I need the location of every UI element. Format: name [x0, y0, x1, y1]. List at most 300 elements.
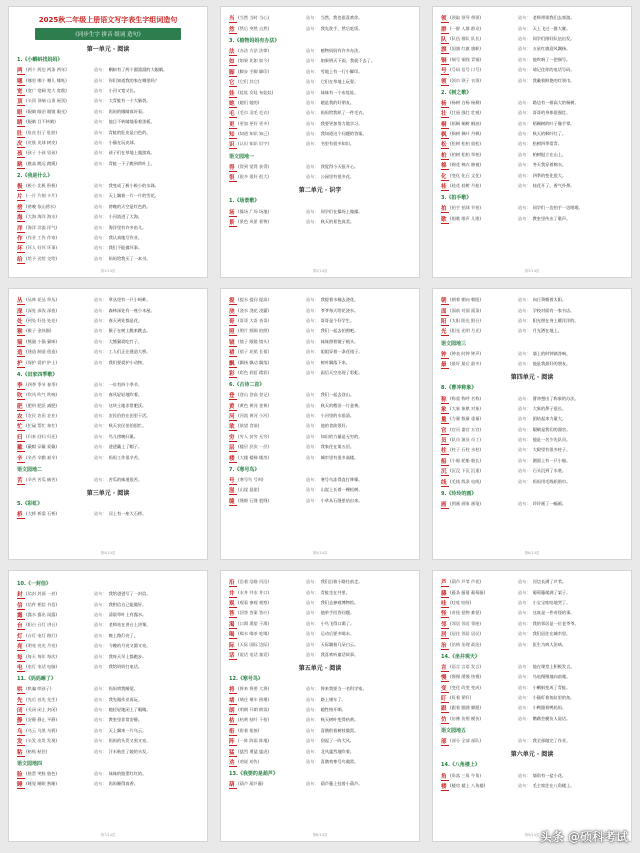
character: 睡: [17, 780, 26, 788]
lesson-heading: 5.《彩虹》: [17, 501, 43, 508]
vocab-row: [17, 357, 199, 367]
character: 每: [17, 653, 26, 661]
character: 河: [229, 412, 238, 420]
word-group: (堵住 堵车 围堵): [238, 696, 270, 702]
character: 先: [17, 696, 26, 704]
sentence-label: 造句：: [94, 297, 107, 303]
character: 井: [229, 589, 238, 597]
subtitle-banner: 《同步生字 拼音 组词 造句》: [35, 28, 181, 40]
vocab-row: [17, 401, 199, 411]
vocab-row: [229, 305, 411, 315]
word-group: (喝水 喝茶 吃喝): [238, 631, 270, 637]
sentence-label: 造句：: [306, 110, 319, 116]
character: 员: [441, 436, 450, 444]
example-sentence: 乌龟慢慢地向前爬。: [532, 674, 571, 680]
word-group: (小船 轮船 船长): [450, 457, 482, 463]
word-group: (枫树 枫叶 丹枫): [450, 131, 482, 137]
character: 桥: [17, 510, 26, 518]
word-group: (图画 画家 画笔): [450, 501, 482, 507]
vocab-row: [17, 726, 199, 736]
sentence-label: 造句：: [306, 610, 319, 616]
word-group: (慢慢 缓慢 快慢): [450, 674, 482, 680]
sentence-label: 造句：: [518, 307, 531, 313]
character: 黄: [229, 402, 238, 410]
sentence-label: 造句：: [518, 25, 531, 31]
vocab-row: [441, 295, 623, 305]
sentence-label: 造句：: [518, 120, 531, 126]
page-footer: 第1/14页: [100, 269, 116, 273]
word-group: (提水 提问 提高): [238, 297, 270, 303]
example-sentence: 这块土地非常肥沃。: [108, 402, 147, 408]
word-group: (杨树 白杨 杨柳): [450, 99, 482, 105]
character: 哥: [229, 317, 238, 325]
watermark: 头条 @硕科考试: [539, 830, 628, 844]
character: 衔: [229, 727, 238, 735]
sentence-label: 造句：: [306, 707, 319, 713]
vocab-row: [229, 295, 411, 305]
document-page: [432, 288, 632, 560]
sentence-label: 造句：: [306, 338, 319, 344]
sentence-label: 造句：: [306, 392, 319, 398]
sentence-label: 造句：: [94, 255, 107, 261]
example-sentence: 他的食欲很好。: [320, 423, 350, 429]
vocab-row: [441, 781, 623, 791]
example-sentence: 妈妈给我买了一本书。: [108, 255, 151, 261]
example-sentence: 我的邻居是一位老爷爷。: [532, 620, 579, 626]
word-group: (头顶 顶端 山顶 屋顶): [26, 98, 67, 104]
example-sentence: 这真是一件奇怪的事。: [532, 610, 575, 616]
example-sentence: 它们在草地上玩耍。: [320, 79, 359, 85]
character: 作: [17, 234, 26, 242]
sentence-label: 造句：: [94, 235, 107, 241]
vocab-row: [229, 650, 411, 660]
word-group: (毛巾 羽毛 毛衣): [238, 110, 270, 116]
vocab-row: [229, 206, 411, 216]
character: 乌: [17, 727, 26, 735]
vocab-row: [17, 509, 199, 519]
vocab-row: [229, 337, 411, 347]
example-sentence: 哥哥是个好学生。: [320, 317, 355, 323]
example-sentence: 月光洒在地上。: [532, 328, 562, 334]
character: 极: [17, 182, 26, 190]
vocab-row: [229, 475, 411, 485]
vocab-row: [229, 746, 411, 756]
example-sentence: 葫芦藤上挂着小葫芦。: [320, 781, 363, 787]
garden-heading: 语文园地二: [17, 466, 43, 473]
word-group: (睡觉 睡眠 熟睡): [26, 781, 58, 787]
vocab-row: [229, 119, 411, 129]
document-page: [432, 6, 632, 278]
example-sentence: 同学们排好队伍出发。: [532, 35, 575, 41]
vocab-row: [441, 639, 623, 649]
word-group: (照片 照顾 拍照): [238, 328, 270, 334]
sentence-label: 造句：: [306, 99, 319, 105]
example-sentence: 妈妈睡得真香。: [108, 781, 138, 787]
example-sentence: 爸爸戴上了帽子。: [108, 444, 143, 450]
word-group: (欲望 食欲): [238, 423, 260, 429]
character: 画: [441, 500, 450, 508]
word-group: (乌云 乌黑 乌鸦): [26, 727, 58, 733]
sentence-label: 造句：: [306, 25, 319, 31]
lesson-heading: 3.《植物妈妈有办法》: [229, 37, 280, 44]
example-sentence: 寒号鸟冻得直打哆嗦。: [320, 477, 363, 483]
vocab-row: [17, 769, 199, 779]
character: 崖: [229, 486, 238, 494]
word-group: (阳光 光明 月光): [450, 328, 482, 334]
vocab-row: [17, 779, 199, 789]
example-sentence: 如果明天下雨，我就不去了。: [320, 58, 376, 64]
sentence-label: 造句：: [306, 79, 319, 85]
vocab-row: [229, 326, 411, 336]
example-sentence: 他举手回答问题。: [320, 610, 355, 616]
word-group: (很多 很好 很大): [238, 174, 270, 180]
word-group: (露水 露出 雨露): [26, 611, 58, 617]
vocab-row: [17, 86, 199, 96]
example-sentence: 妈妈的眼睛真好看。: [108, 108, 147, 114]
character: 话: [229, 651, 238, 659]
character: 眼: [17, 108, 26, 116]
example-sentence: 大熊猫爱吃竹子。: [108, 338, 143, 344]
word-group: (山崖 悬崖): [238, 487, 260, 493]
sentence-label: 造句：: [518, 183, 531, 189]
lesson-heading: 4.《田家四季歌》: [17, 371, 58, 378]
character: 柱: [441, 446, 450, 454]
sentence-label: 造句：: [94, 444, 107, 450]
character: 坏: [17, 244, 26, 252]
sentence-label: 造句：: [518, 328, 531, 334]
sentence-label: 造句：: [518, 77, 531, 83]
character: 钟: [441, 350, 450, 358]
vocab-row: [441, 629, 623, 639]
vocab-row: [441, 203, 623, 213]
sentence-label: 造句：: [94, 686, 107, 692]
example-sentence: 我先洗手，然后吃饭。: [320, 25, 363, 31]
character: 号: [229, 476, 238, 484]
example-sentence: 雪地上有一行小脚印。: [320, 68, 363, 74]
word-group: (农民 农田 农业): [26, 413, 58, 419]
character: 当: [229, 14, 238, 22]
word-group: (柱子 石柱 水柱): [450, 447, 482, 453]
vocab-row: [17, 96, 199, 106]
vocab-row: [441, 55, 623, 65]
lesson-heading: 1.《场景歌》: [229, 198, 260, 205]
sentence-label: 造句：: [94, 67, 107, 73]
sentence-label: 造句：: [94, 738, 107, 744]
word-group: (葫芦 芦苇 芦花): [450, 579, 482, 585]
sentence-label: 造句：: [94, 203, 107, 209]
example-sentence: 秋天树叶变得枯黄。: [320, 717, 359, 723]
vocab-row: [441, 44, 623, 54]
word-group: (一群 人群 群众): [450, 25, 482, 31]
vocab-row: [229, 715, 411, 725]
sentence-label: 造句：: [518, 426, 531, 432]
sentence-label: 造句：: [94, 338, 107, 344]
sentence-label: 造句：: [94, 77, 107, 83]
word-group: (枯黄 枯叶 干枯): [238, 717, 270, 723]
character: 顶: [17, 97, 26, 105]
sentence-label: 造句：: [306, 620, 319, 626]
character: 藤: [441, 589, 450, 597]
word-group: (镜子 眼镜 镜头): [238, 338, 270, 344]
character: 松: [441, 140, 450, 148]
example-sentence: 他吹响了一把铜号。: [532, 56, 571, 62]
word-group: (大象 象棋 对象): [450, 405, 482, 411]
example-sentence: 大青蛙有一个大脑袋。: [108, 98, 151, 104]
vocab-row: [441, 150, 623, 160]
sentence-label: 造句：: [518, 361, 531, 367]
sentence-label: 造句：: [518, 599, 531, 605]
vocab-row: [441, 714, 623, 724]
vocab-row: [17, 452, 199, 462]
sentence-label: 造句：: [518, 67, 531, 73]
word-group: (认识 知识 识字): [238, 141, 270, 147]
example-sentence: 天上飞过一群大雁。: [532, 25, 571, 31]
example-sentence: 小河又宽又长。: [108, 87, 138, 93]
sentence-label: 造句：: [94, 349, 107, 355]
word-group: (四季 季节 春季): [26, 381, 58, 387]
character: 角: [441, 772, 450, 780]
word-group: (号码 信号 口号): [450, 67, 482, 73]
sentence-label: 造句：: [518, 405, 531, 411]
example-sentence: 公园里有很多花。: [320, 174, 355, 180]
example-sentence: 我们不能做坏事。: [108, 245, 143, 251]
sentence-label: 造句：: [94, 696, 107, 702]
sentence-label: 造句：: [306, 359, 319, 365]
vocab-row: [17, 684, 199, 694]
character: 阳: [441, 317, 450, 325]
sentence-label: 造句：: [518, 674, 531, 680]
example-sentence: 他目不转睛地看着黑板。: [108, 119, 155, 125]
vocab-row: [17, 380, 199, 390]
character: 闭: [17, 706, 26, 714]
sentence-label: 造句：: [94, 317, 107, 323]
character: 堵: [229, 696, 238, 704]
character: 镜: [229, 338, 238, 346]
vocab-row: [441, 129, 623, 139]
lesson-heading: 8.《曹冲称象》: [441, 385, 477, 392]
vocab-row: [229, 357, 411, 367]
character: 柏: [441, 151, 450, 159]
unit-heading: 第六单元 · 阅读: [510, 751, 554, 759]
vocab-row: [441, 23, 623, 33]
character: 亮: [17, 642, 26, 650]
character: 农: [17, 412, 26, 420]
character: 桐: [441, 120, 450, 128]
vocab-row: [17, 305, 199, 315]
example-sentence: 妹妹的脸蛋红红的。: [108, 771, 147, 777]
sentence-label: 造句：: [94, 663, 107, 669]
character: 彩: [229, 369, 238, 377]
example-sentence: 森林深处有一座小木屋。: [108, 307, 155, 313]
sentence-label: 造句：: [518, 501, 531, 507]
example-sentence: 同学们一边拍手一边唱歌。: [532, 205, 583, 211]
vocab-row: [229, 368, 411, 378]
character: 处: [17, 317, 26, 325]
word-group: (皮肤 皮球 树皮): [26, 139, 58, 145]
example-sentence: 书里有很多知识。: [320, 141, 355, 147]
garden-heading: 语文园地四: [17, 760, 43, 767]
vocab-row: [441, 214, 623, 224]
example-sentence: 青蛙一下子跳到荷叶上。: [108, 160, 155, 166]
character: 杨: [441, 99, 450, 107]
word-group: (天际 国际 边际): [238, 641, 270, 647]
example-sentence: 妈妈给我织了一件毛衣。: [320, 110, 367, 116]
example-sentence: 他在课堂上积极发言。: [532, 663, 575, 669]
sentence-label: 造句：: [518, 395, 531, 401]
lesson-heading: 3.《拍手歌》: [441, 195, 472, 202]
example-sentence: 我要更加努力地学习。: [320, 120, 363, 126]
sentence-label: 造句：: [306, 738, 319, 744]
sentence-label: 造句：: [306, 68, 319, 74]
word-group: (肥料 肥沃 减肥): [26, 402, 58, 408]
word-group: (明亮 亮光 月亮): [26, 643, 58, 649]
sentence-label: 造句：: [94, 214, 107, 220]
sentence-label: 造句：: [518, 457, 531, 463]
sentence-label: 造句：: [306, 589, 319, 595]
vocab-row: [441, 160, 623, 170]
example-sentence: 我们去参观博物馆。: [320, 599, 359, 605]
example-sentence: 你们知道我的家在哪里吗？: [108, 77, 159, 83]
word-group: (猴子 金丝猴): [26, 328, 52, 334]
vocab-row: [17, 620, 199, 630]
sentence-label: 造句：: [518, 162, 531, 168]
document-page: [8, 288, 208, 560]
vocab-row: [441, 736, 623, 746]
sentence-label: 造句：: [94, 611, 107, 617]
word-group: (跟着 跟随 脚跟): [450, 705, 482, 711]
example-sentence: 秋天的景色真美。: [320, 219, 355, 225]
word-group: (哪里 哪个 哪儿 哪吒): [26, 77, 67, 83]
document-page: [220, 570, 420, 842]
word-group: (一片 片刻 卡片): [26, 193, 58, 199]
sentence-label: 造句：: [94, 643, 107, 649]
sentence-label: 造句：: [306, 727, 319, 733]
vocab-row: [17, 695, 199, 705]
character: 飘: [229, 359, 238, 367]
character: 毛: [229, 109, 238, 117]
character: 信: [17, 601, 26, 609]
word-group: (深处 深浅 深夜): [26, 307, 58, 313]
example-sentence: 我给爸爸写了一封信。: [108, 591, 151, 597]
word-group: (棉花 棉衣 棉被): [450, 162, 482, 168]
example-sentence: 傍晚的天空是红色的。: [108, 203, 151, 209]
word-group: (部分 全部 部队): [450, 738, 482, 744]
word-group: (得到 觉得 获得): [238, 163, 270, 169]
character: 化: [441, 172, 450, 180]
character: 阵: [229, 737, 238, 745]
sentence-label: 造句：: [94, 381, 107, 387]
sentence-label: 造句：: [94, 707, 107, 713]
example-sentence: 孩子们在草地上做游戏。: [108, 150, 155, 156]
word-group: (给予 送给 交给): [26, 255, 58, 261]
example-sentence: 小草从石缝里钻出来。: [320, 497, 363, 503]
example-sentence: 北风猛烈地吹着。: [320, 748, 355, 754]
example-sentence: 妈妈哄我睡觉。: [108, 686, 138, 692]
character: 电: [17, 663, 26, 671]
character: 称: [441, 395, 450, 403]
example-sentence: 将来我要当一名科学家。: [320, 686, 367, 692]
vocab-row: [441, 693, 623, 703]
lesson-heading: 9.《玲玲的画》: [441, 490, 477, 497]
sentence-label: 造句：: [518, 478, 531, 484]
character: 提: [229, 296, 238, 304]
sentence-label: 造句：: [94, 748, 107, 754]
sentence-label: 造句：: [306, 141, 319, 147]
word-group: (口渴 渴望 干渴): [238, 620, 270, 626]
word-group: (作业 工作 作家): [26, 235, 58, 241]
word-group: (海洋 洋流 洋气): [26, 224, 58, 230]
sentence-label: 造句：: [518, 610, 531, 616]
character: 苦: [17, 476, 26, 484]
sentence-label: 造句：: [306, 208, 319, 214]
vocab-row: [17, 254, 199, 264]
character: 沉: [441, 467, 450, 475]
vocab-row: [229, 705, 411, 715]
document-page: [432, 570, 632, 842]
vocab-row: [441, 598, 623, 608]
example-sentence: 植物妈妈有许多办法。: [320, 47, 363, 53]
example-sentence: 秋天农民伯伯很忙。: [108, 423, 147, 429]
sentence-label: 造句：: [94, 727, 107, 733]
example-sentence: 大殿里有很多柱子。: [532, 447, 571, 453]
word-group: (沿着 沿路 河沿): [238, 579, 270, 585]
character: 哪: [17, 77, 26, 85]
word-group: (建造 制造 创造): [26, 349, 58, 355]
word-group: (猛烈 勇猛 猛虎): [238, 748, 270, 754]
lesson-heading: 12.《寒号鸟》: [229, 676, 263, 683]
character: 如: [229, 57, 238, 65]
character: 桂: [441, 182, 450, 190]
sentence-label: 造句：: [518, 416, 531, 422]
example-sentence: 哥哥的身体很强壮。: [532, 110, 571, 116]
word-group: (跳高 跳远 跳绳): [26, 160, 58, 166]
page-grid: [8, 6, 632, 842]
character: 光: [441, 327, 450, 335]
character: 造: [17, 348, 26, 356]
sentence-label: 造句：: [518, 437, 531, 443]
example-sentence: 我全部做完了作业。: [532, 738, 571, 744]
character: 劝: [229, 758, 238, 766]
sentence-label: 造句：: [518, 15, 531, 21]
word-group: (辛苦 苦瓜 痛苦): [26, 477, 58, 483]
character: 渴: [229, 620, 238, 628]
vocab-row: [441, 672, 623, 682]
sentence-label: 造句：: [94, 108, 107, 114]
character: 洋: [17, 224, 26, 232]
character: 辛: [17, 454, 26, 462]
example-sentence: 她性格开朗。: [320, 707, 346, 713]
sentence-label: 造句：: [306, 328, 319, 334]
vocab-row: [441, 65, 623, 75]
word-group: (河流 黄河 小河): [238, 413, 270, 419]
vocab-row: [441, 13, 623, 23]
sentence-label: 造句：: [306, 579, 319, 585]
word-group: (浇水 浇花 浇灌): [238, 307, 270, 313]
vocab-row: [17, 421, 199, 431]
document-page: [8, 6, 208, 278]
word-group: (信件 相信 书信): [26, 601, 58, 607]
example-sentence: 路上堵车了。: [320, 696, 346, 702]
example-sentence: 秋天的稻田一片金黄。: [320, 402, 363, 408]
word-group: (梧桐 桐树 桐油): [450, 120, 482, 126]
vocab-row: [17, 746, 199, 756]
character: 船: [441, 457, 450, 465]
example-sentence: 毛主席住在八角楼上。: [532, 783, 575, 789]
word-group: (钟表 时钟 钟声): [450, 350, 482, 356]
word-group: (观看 参观 观察): [238, 599, 270, 605]
vocab-row: [229, 139, 411, 149]
vocab-row: [441, 349, 623, 359]
